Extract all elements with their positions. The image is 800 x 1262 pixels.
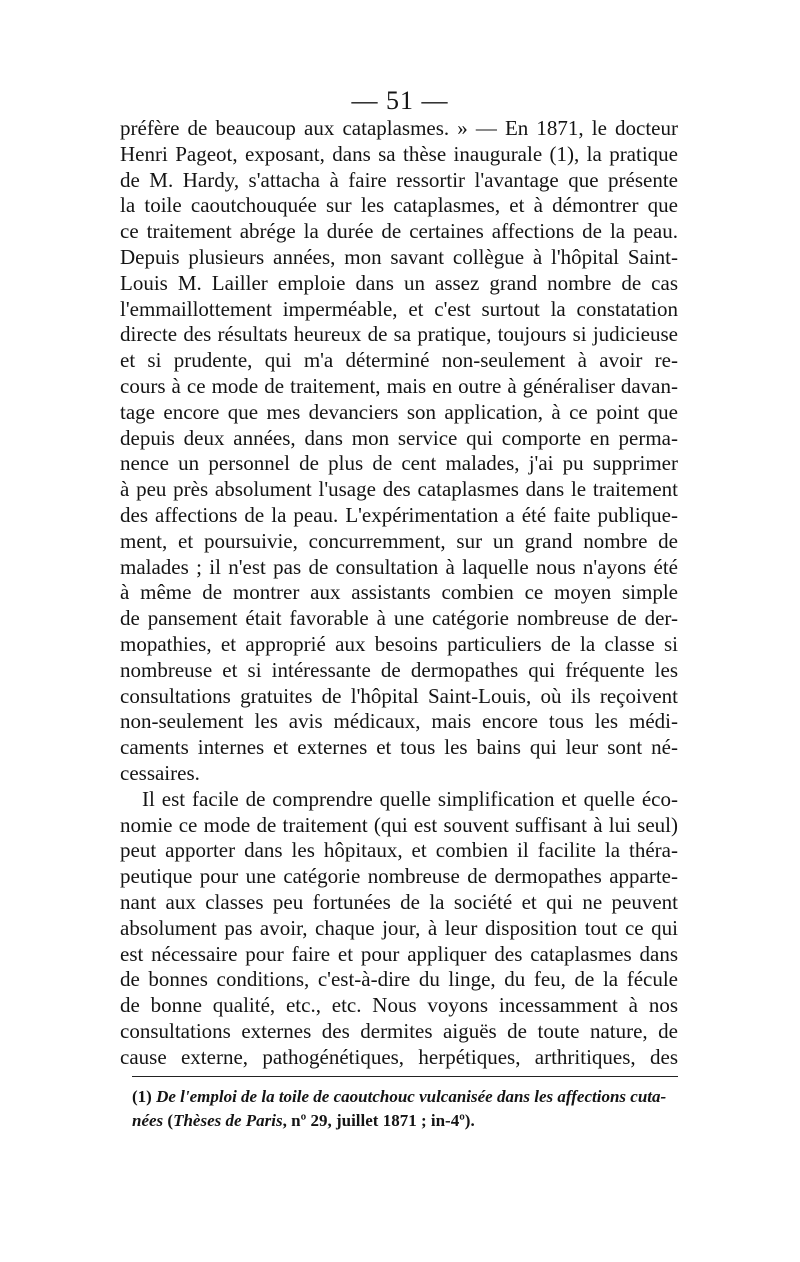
text-line: à peu près absolument l'usage des cataplasmes dans le traitement — [120, 477, 678, 502]
text-line: des affections de la peau. L'expérimentation a été faite publique- — [120, 502, 678, 527]
footnote-title-end: nées — [132, 1111, 164, 1130]
text-line: tage encore que mes devanciers son application, à ce point que — [120, 399, 678, 424]
text-line: préfère de beaucoup aux cataplasmes. » — En 1871, le docteur — [120, 116, 678, 140]
footnote-text: ( — [163, 1111, 174, 1130]
text-line: consultations externes des dermites aiguës de toute nature, de — [120, 1018, 678, 1043]
text-line: ment, et poursuivie, concurremment, sur un grand nombre de — [120, 528, 678, 553]
text-line: non-seulement les avis médicaux, mais encore tous les médi- — [120, 709, 678, 734]
text-line: à même de montrer aux assistants combien ce moyen simple — [120, 580, 678, 605]
body-text — [120, 116, 678, 1070]
text-line: cause externe, pathogénétiques, herpétiques, arthritiques, des — [120, 1044, 678, 1069]
footnote-source: Thèses de Paris — [173, 1111, 283, 1130]
text-line: cours à ce mode de traitement, mais en outre à généraliser davan- — [120, 373, 678, 398]
text-line: Depuis plusieurs années, mon savant collègue à l'hôpital Saint- — [120, 244, 678, 269]
footnote-divider — [132, 1076, 678, 1077]
footnote-line — [132, 1085, 680, 1109]
text-line: nomie ce mode de traitement (qui est souvent suffisant à lui seul) — [120, 812, 678, 837]
text-line: ce traitement abrége la durée de certaines affections de la peau. — [120, 219, 678, 244]
text-line: absolument pas avoir, chaque jour, à leur disposition tout ce qui — [120, 915, 678, 940]
text-line: et si prudente, qui m'a déterminé non-seulement à avoir re- — [120, 348, 678, 373]
text-line: de pansement était favorable à une catégorie nombreuse de der- — [120, 606, 678, 631]
text-line: caments internes et externes et tous les bains qui leur sont né- — [120, 735, 678, 760]
footnote — [132, 1085, 680, 1133]
text-line: de bonnes conditions, c'est-à-dire du linge, du feu, de la fécule — [120, 967, 678, 992]
footnote-marker: (1) — [132, 1087, 152, 1106]
footnote-citation: , nº 29, juillet 1871 ; in-4º). — [282, 1111, 475, 1130]
text-line: Louis M. Lailler emploie dans un assez grand nombre de cas — [120, 270, 678, 295]
text-line: malades ; il n'est pas de consultation à laquelle nous n'ayons été — [120, 554, 678, 579]
text-line: l'emmaillottement imperméable, et c'est surtout la constatation — [120, 296, 678, 321]
text-line: est nécessaire pour faire et pour appliquer des cataplasmes dans — [120, 941, 678, 966]
text-line: cessaires. — [120, 760, 200, 785]
footnote-title: De l'emploi de la toile de caoutchouc vulcanisée dans les affections cuta- — [156, 1087, 667, 1106]
text-line: consultations gratuites de l'hôpital Saint-Louis, où ils reçoivent — [120, 683, 678, 708]
text-line: peutique pour une catégorie nombreuse de dermopathes apparte- — [120, 864, 678, 889]
text-line: peut apporter dans les hôpitaux, et combien il facilite la théra- — [120, 838, 678, 863]
text-line: directe des résultats heureux de sa pratique, toujours si judicieuse — [120, 322, 678, 347]
text-line: mopathies, et approprié aux besoins particuliers de la classe si — [120, 631, 678, 656]
text-line: la toile caoutchouquée sur les cataplasmes, et à démontrer que — [120, 193, 678, 218]
text-line: de M. Hardy, s'attacha à faire ressortir l'avantage que présente — [120, 167, 678, 192]
text-line: de bonne qualité, etc., etc. Nous voyons incessamment à nos — [120, 993, 678, 1018]
text-line: nence un personnel de plus de cent malades, j'ai pu supprimer — [120, 451, 678, 476]
paragraph-start-line: Il est facile de comprendre quelle simplification et quelle éco- — [142, 786, 678, 811]
footnote-line — [132, 1109, 680, 1133]
text-line: depuis deux années, dans mon service qui comporte en perma- — [120, 425, 678, 450]
page-number: — 51 — — [351, 86, 449, 115]
text-line: nant aux classes peu fortunées de la société et qui ne peuvent — [120, 889, 678, 914]
text-line: nombreuse et si intéressante de dermopathes qui fréquente les — [120, 657, 678, 682]
text-line: Henri Pageot, exposant, dans sa thèse inaugurale (1), la pratique — [120, 141, 678, 166]
